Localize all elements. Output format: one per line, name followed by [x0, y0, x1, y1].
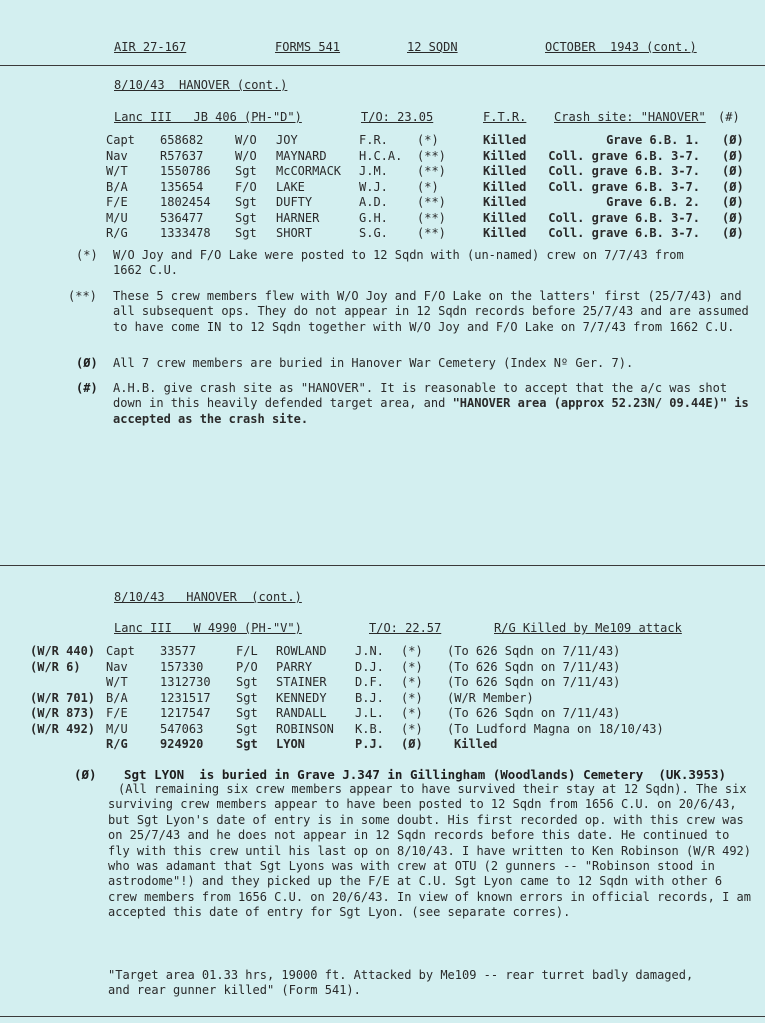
section1-ftr: F.T.R.	[483, 110, 527, 124]
note-text: All 7 crew members are buried in Hanover War Cemetery (Index Nº Ger. 7).	[113, 356, 634, 370]
crew-initials: K.B.	[355, 721, 384, 736]
crew-initials: D.F.	[355, 675, 384, 689]
crew-position: B/A	[106, 690, 128, 705]
crew-grave: Coll. grave 6.B. 3-7.	[548, 148, 700, 163]
crew-mark: (**)	[417, 164, 446, 178]
hash-note-bold: "HANOVER area (approx 52.23N/ 09.44E)" is accepted as the crash site.	[113, 396, 749, 426]
crew-name: STAINER	[276, 675, 327, 689]
crew-position: F/E	[106, 706, 128, 720]
crew-position: Nav	[106, 148, 128, 163]
crew-burial-symbol: (Ø)	[722, 179, 744, 194]
note-mark: (*)	[76, 248, 98, 262]
crew-rank: F/L	[236, 644, 258, 658]
crew-initials: S.G.	[359, 226, 388, 240]
crew-note: (To Ludford Magna on 18/10/43)	[447, 721, 664, 736]
crew-name: McCORMACK	[276, 164, 342, 178]
crew-grave: Coll. grave 6.B. 3-7.	[548, 226, 700, 240]
crew-name: KENNEDY	[276, 690, 327, 705]
section2-date-target: 8/10/43 HANOVER (cont.)	[114, 590, 302, 604]
crew-row	[0, 211, 765, 226]
crew-name: LAKE	[276, 179, 305, 194]
crew-position: B/A	[106, 179, 128, 194]
header-ref: AIR 27-167	[114, 40, 187, 54]
crew-number: 1231517	[160, 690, 211, 705]
crew-note: Killed	[454, 737, 498, 751]
crew-burial-symbol: (Ø)	[722, 195, 744, 209]
crew-rank: Sgt	[235, 210, 257, 225]
crew-row	[0, 149, 765, 164]
crew-initials: G.H.	[359, 210, 388, 225]
crew-note: (To 626 Sqdn on 7/11/43)	[447, 659, 621, 674]
wr-number: (W/R 6)	[30, 659, 81, 674]
crew-rank: W/O	[235, 133, 257, 147]
crew-initials: J.L.	[355, 706, 384, 720]
crew-position: R/G	[106, 737, 128, 751]
section1-date-target: 8/10/43 HANOVER (cont.)	[114, 78, 288, 92]
header-forms: FORMS 541	[275, 40, 341, 54]
crew-name: MAYNARD	[276, 148, 327, 163]
crew-name: ROWLAND	[276, 644, 327, 658]
crew-grave: Coll. grave 6.B. 3-7.	[548, 164, 700, 178]
crew-rank: Sgt	[236, 737, 258, 751]
crew-burial-symbol: (Ø)	[722, 164, 744, 178]
crew-number: 658682	[160, 133, 204, 147]
crew-number: 33577	[160, 644, 197, 658]
crew-mark: (*)	[401, 675, 423, 689]
crew-row	[0, 133, 765, 148]
crew-name: ROBINSON	[276, 721, 334, 736]
note-text: W/O Joy and F/O Lake were posted to 12 Sqdn with (un-named) crew on 7/7/43 from 1662 C.U.	[113, 248, 684, 278]
crew-number: 547063	[160, 721, 204, 736]
crew-name: HARNER	[276, 210, 320, 225]
crew-mark: (**)	[417, 148, 446, 163]
crew-note: (To 626 Sqdn on 7/11/43)	[447, 675, 621, 689]
crew-row	[0, 164, 765, 179]
crew-number: 1312730	[160, 675, 211, 689]
crew-name: DUFTY	[276, 195, 313, 209]
hash-note	[113, 381, 753, 427]
crew-position: F/E	[106, 195, 128, 209]
crew-status: Killed	[483, 195, 527, 209]
crew-mark: (*)	[417, 179, 439, 194]
crew-row	[0, 706, 765, 721]
crew-status: Killed	[483, 210, 527, 225]
divider	[0, 65, 765, 66]
crew-number: 1550786	[160, 164, 211, 178]
crew-mark: (**)	[417, 226, 446, 240]
crew-position: Capt	[106, 644, 135, 658]
divider	[0, 565, 765, 566]
crew-grave: Grave 6.B. 2.	[606, 195, 700, 209]
crew-position: Capt	[106, 133, 135, 147]
crew-rank: Sgt	[235, 226, 257, 240]
section2-takeoff: T/O: 22.57	[369, 621, 442, 635]
crew-position: W/T	[106, 164, 128, 178]
section2-aircraft: Lanc III W 4990 (PH-"V")	[114, 621, 302, 635]
crew-mark: (*)	[401, 706, 423, 720]
crew-mark: (Ø)	[401, 737, 423, 751]
crew-mark: (*)	[401, 644, 423, 658]
wr-number: (W/R 701)	[30, 690, 96, 705]
crew-initials: J.N.	[355, 644, 384, 658]
note-mark: (Ø)	[76, 356, 98, 370]
crew-name: RANDALL	[276, 706, 327, 720]
crew-mark: (*)	[401, 659, 423, 674]
header-month: OCTOBER 1943 (cont.)	[545, 40, 697, 54]
crew-initials: B.J.	[355, 690, 384, 705]
crew-mark: (**)	[417, 195, 446, 209]
crew-rank: F/O	[235, 179, 257, 194]
hash-note-text: A.H.B. give crash site as "HANOVER". It is reasonable to accept that the a/c was shot down in this heavily defended target area, and	[113, 381, 728, 411]
section1-crash-site: Crash site: "HANOVER"	[554, 110, 706, 124]
crew-rank: Sgt	[236, 675, 258, 689]
divider	[0, 1016, 765, 1017]
note-mark: (**)	[68, 289, 97, 303]
crew-row	[0, 737, 765, 752]
crew-status: Killed	[483, 133, 527, 147]
crew-note: (W/R Member)	[447, 690, 534, 705]
crew-number: 924920	[160, 737, 204, 751]
crew-name: LYON	[276, 737, 305, 751]
crew-row	[0, 195, 765, 210]
crew-rank: Sgt	[235, 195, 257, 209]
crew-number: 157330	[160, 659, 204, 674]
crew-position: W/T	[106, 675, 128, 689]
section1-crash-mark: (#)	[718, 110, 740, 124]
crew-row	[0, 722, 765, 737]
crew-position: R/G	[106, 226, 128, 240]
crew-mark: (**)	[417, 210, 446, 225]
crew-initials: F.R.	[359, 133, 388, 147]
crew-status: Killed	[483, 164, 527, 178]
lyon-mark: (Ø)	[74, 767, 97, 782]
section1-aircraft: Lanc III JB 406 (PH-"D")	[114, 110, 302, 124]
crew-number: 1333478	[160, 226, 211, 240]
crew-rank: Sgt	[236, 721, 258, 736]
crew-status: Killed	[483, 226, 527, 240]
crew-initials: A.D.	[359, 195, 388, 209]
crew-row	[0, 675, 765, 690]
wr-number: (W/R 492)	[30, 721, 96, 736]
crew-rank: Sgt	[236, 690, 258, 705]
section2-result: R/G Killed by Me109 attack	[494, 621, 682, 635]
crew-initials: H.C.A.	[359, 148, 403, 163]
crew-burial-symbol: (Ø)	[722, 210, 744, 225]
crew-mark: (*)	[401, 690, 423, 705]
crew-number: 1217547	[160, 706, 211, 720]
crew-position: Nav	[106, 659, 128, 674]
crew-row	[0, 644, 765, 659]
crew-rank: W/O	[235, 148, 257, 163]
section1-takeoff: T/O: 23.05	[361, 110, 434, 124]
crew-burial-symbol: (Ø)	[722, 148, 744, 163]
crew-grave: Coll. grave 6.B. 3-7.	[548, 210, 700, 225]
crew-number: 1802454	[160, 195, 211, 209]
crew-status: Killed	[483, 148, 527, 163]
crew-grave: Coll. grave 6.B. 3-7.	[548, 179, 700, 194]
wr-number: (W/R 440)	[30, 644, 96, 658]
crew-row	[0, 691, 765, 706]
note-text: These 5 crew members flew with W/O Joy and F/O Lake on the latters' first (25/7/43) and all subsequent ops. They do not appear in 12 Sqdn records before 25/7/43 and are assumed to have come IN to 12 Sqdn together with W/O Joy and F/O Lake on 7/7/43 from 1662 C.U.	[113, 289, 749, 334]
crew-status: Killed	[483, 179, 527, 194]
wr-number: (W/R 873)	[30, 706, 96, 720]
crew-note: (To 626 Sqdn on 7/11/43)	[447, 706, 621, 720]
crew-rank: Sgt	[236, 706, 258, 720]
crew-number: R57637	[160, 148, 204, 163]
crew-initials: W.J.	[359, 179, 388, 194]
crew-name: SHORT	[276, 226, 313, 240]
crew-number: 135654	[160, 179, 204, 194]
crew-initials: J.M.	[359, 164, 388, 178]
crew-row	[0, 660, 765, 675]
crew-position: M/U	[106, 210, 128, 225]
crew-mark: (*)	[417, 133, 439, 147]
crew-name: PARRY	[276, 659, 313, 674]
crew-note: (To 626 Sqdn on 7/11/43)	[447, 644, 621, 658]
crew-mark: (*)	[401, 721, 423, 736]
header-sqdn: 12 SQDN	[407, 40, 458, 54]
crew-position: M/U	[106, 721, 128, 736]
crew-row	[0, 226, 765, 241]
crew-row	[0, 180, 765, 195]
crew-grave: Grave 6.B. 1.	[606, 133, 700, 147]
crew-initials: D.J.	[355, 659, 384, 674]
crew-burial-symbol: (Ø)	[722, 226, 744, 240]
note-mark: (#)	[76, 381, 98, 395]
lyon-text: (All remaining six crew members appear to have survived their stay at 12 Sqdn). The six surviving crew members appear to have been posted to 12 Sqdn from 1656 C.U. on 20/6/43, but Sgt Lyon's date of entry is in some doubt. His first recorded op. with this crew was on 25/7/43 and he does not appear in 12 Sqdn records before this date. He continued to fly with this crew until his last op on 8/10/43. I have written to Ken Robinson (W/R 492) who was adamant that Sgt Lyons was with crew at OTU (2 gunners -- "Robinson stood in astrodome"!) and they picked up the F/E at C.U. Sgt Lyon came to 12 Sqdn with other 6 crew members from 1656 C.U. on 20/6/43. In view of known errors in official records, I am accepted this date of entry for Sgt Lyon. (see separate corres).	[108, 782, 751, 920]
lyon-heading: Sgt LYON is buried in Grave J.347 in Gillingham (Woodlands) Cemetery (UK.3953)	[124, 767, 727, 782]
crew-rank: Sgt	[235, 164, 257, 178]
crew-number: 536477	[160, 210, 204, 225]
crew-name: JOY	[276, 133, 298, 147]
crew-burial-symbol: (Ø)	[722, 133, 744, 147]
crew-rank: P/O	[236, 659, 258, 674]
form-quote: "Target area 01.33 hrs, 19000 ft. Attacked by Me109 -- rear turret badly damaged, and rear gunner killed" (Form 541).	[108, 968, 694, 998]
crew-initials: P.J.	[355, 737, 384, 751]
